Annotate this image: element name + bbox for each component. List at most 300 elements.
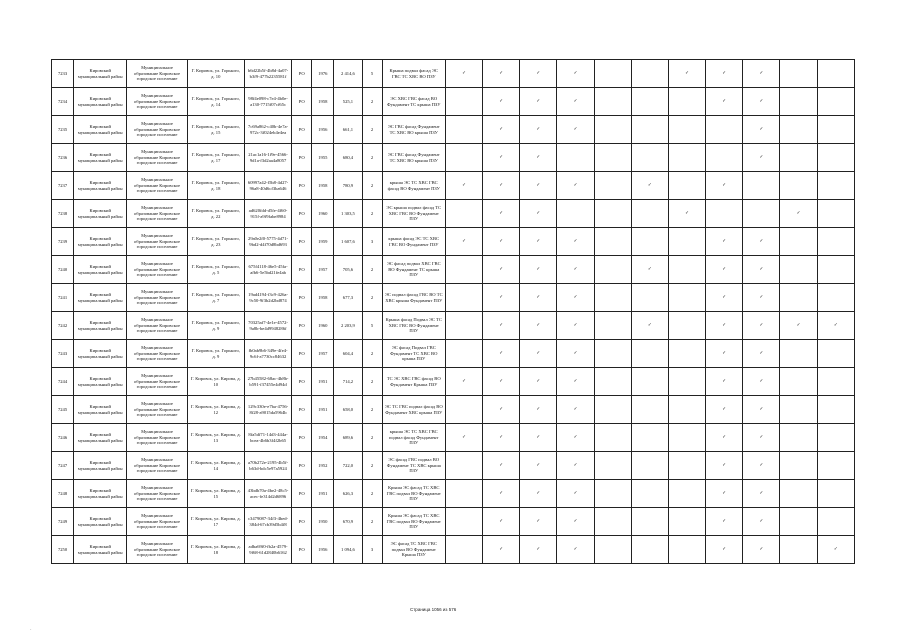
cell-work-10 (780, 172, 817, 200)
cell-work-4 (557, 452, 594, 480)
cell-type: РО (292, 172, 312, 200)
cell-id: 7234 (52, 88, 74, 116)
check-icon: ✓ (722, 238, 727, 244)
cell-floors: 5 (362, 60, 382, 88)
cell-id: 7236 (52, 144, 74, 172)
check-icon: ✓ (536, 378, 541, 384)
cell-area: 626,3 (334, 480, 362, 508)
cell-work-7 (668, 144, 705, 172)
check-icon: ✓ (759, 378, 764, 384)
cell-work-2 (483, 536, 520, 564)
cell-address: Г. Кировск, ул. Кирова, д. 13 (187, 424, 244, 452)
check-icon: ✓ (685, 70, 689, 76)
cell-work-11 (817, 200, 854, 228)
cell-work-5 (594, 284, 631, 312)
cell-year: 1957 (312, 256, 334, 284)
check-icon: ✓ (499, 490, 504, 496)
cell-work-9 (743, 396, 780, 424)
cell-work-6 (631, 116, 668, 144)
table-row (52, 340, 855, 368)
cell-work-4 (557, 88, 594, 116)
cell-work-6 (631, 312, 668, 340)
cell-work-5 (594, 396, 631, 424)
cell-type: РО (292, 424, 312, 452)
cell-floors: 3 (362, 536, 382, 564)
cell-district: Кировский муниципальный район (74, 368, 127, 396)
cell-settlement: Муниципальное образование Кировское городское поселение (127, 172, 187, 200)
table-row (52, 536, 855, 564)
cell-district: Кировский муниципальный район (74, 480, 127, 508)
cell-work-8 (706, 536, 743, 564)
cell-work-9 (743, 144, 780, 172)
cell-work-11 (817, 424, 854, 452)
check-icon: ✓ (647, 266, 652, 272)
cell-work-9 (743, 368, 780, 396)
table-row (52, 200, 855, 228)
check-icon: ✓ (759, 294, 764, 300)
check-icon: ✓ (536, 182, 541, 188)
cell-work-4 (557, 536, 594, 564)
cell-work-2 (483, 340, 520, 368)
cell-floors: 2 (362, 424, 382, 452)
cell-work-9 (743, 340, 780, 368)
check-icon: ✓ (759, 154, 764, 160)
cell-work-8 (706, 256, 743, 284)
cell-work-1 (445, 116, 482, 144)
check-icon: ✓ (722, 294, 727, 300)
cell-work-6 (631, 172, 668, 200)
cell-work-10 (780, 536, 817, 564)
cell-work-4 (557, 256, 594, 284)
cell-area: 670,9 (334, 508, 362, 536)
cell-work-3 (520, 88, 557, 116)
cell-work-1 (445, 256, 482, 284)
cell-work-1 (445, 144, 482, 172)
check-icon: ✓ (573, 546, 578, 552)
cell-district: Кировский муниципальный район (74, 60, 127, 88)
cell-id: 7239 (52, 228, 74, 256)
cell-work-6 (631, 228, 668, 256)
cell-work-3 (520, 340, 557, 368)
cell-district: Кировский муниципальный район (74, 424, 127, 452)
cell-settlement: Муниципальное образование Кировское городское поселение (127, 368, 187, 396)
cell-area: 1 607,6 (334, 228, 362, 256)
cell-code: b6d22b5f-4b8d-4a07-b3f9-477b2235581f (244, 60, 291, 88)
check-icon: ✓ (536, 490, 541, 496)
table-row (52, 452, 855, 480)
cell-type: РО (292, 536, 312, 564)
cell-work-9 (743, 228, 780, 256)
cell-id: 7250 (52, 536, 74, 564)
cell-work-8 (706, 200, 743, 228)
cell-address: Г. Кировск, ул. Кирова, д. 10 (187, 368, 244, 396)
cell-settlement: Муниципальное образование Кировское городское поселение (127, 396, 187, 424)
cell-id: 7233 (52, 60, 74, 88)
check-icon: ✓ (759, 266, 764, 272)
cell-work-6 (631, 424, 668, 452)
cell-work-10 (780, 340, 817, 368)
check-icon: ✓ (647, 182, 652, 188)
cell-work-8 (706, 144, 743, 172)
cell-code: 43bdb70a-4be2-48c5-acec-fe314d2d6896 (244, 480, 291, 508)
check-icon: ✓ (573, 518, 578, 524)
check-icon: ✓ (536, 406, 541, 412)
cell-work-2 (483, 396, 520, 424)
check-icon: ✓ (759, 462, 764, 468)
cell-work-1 (445, 312, 482, 340)
table-row (52, 116, 855, 144)
cell-settlement: Муниципальное образование Кировское городское поселение (127, 200, 187, 228)
cell-work-3 (520, 172, 557, 200)
cell-settlement: Муниципальное образование Кировское городское поселение (127, 340, 187, 368)
cell-work-6 (631, 536, 668, 564)
cell-address: Г. Кировск, ул. Горького, д. 9 (187, 340, 244, 368)
cell-year: 1951 (312, 368, 334, 396)
check-icon: ✓ (536, 98, 541, 104)
cell-type: РО (292, 508, 312, 536)
check-icon: ✓ (573, 126, 578, 132)
cell-work-10 (780, 60, 817, 88)
cell-floors: 2 (362, 116, 382, 144)
cell-services: Крыша ЭС фасад ТС ХВС ГВС подвал ВО Фундамент ПЗУ (382, 508, 445, 536)
check-icon: ✓ (722, 98, 727, 104)
cell-work-5 (594, 116, 631, 144)
cell-year: 1976 (312, 60, 334, 88)
cell-work-11 (817, 60, 854, 88)
cell-services: ЭС подвал фасад ГВС ВО ТС ХВС крыша Фундамент ПЗУ (382, 284, 445, 312)
check-icon: ✓ (499, 546, 504, 552)
cell-district: Кировский муниципальный район (74, 452, 127, 480)
cell-work-1 (445, 60, 482, 88)
check-icon: ✓ (759, 350, 764, 356)
cell-id: 7237 (52, 172, 74, 200)
cell-work-1 (445, 340, 482, 368)
cell-work-9 (743, 172, 780, 200)
cell-floors: 2 (362, 480, 382, 508)
cell-id: 7235 (52, 116, 74, 144)
cell-work-3 (520, 396, 557, 424)
cell-year: 1959 (312, 228, 334, 256)
cell-work-2 (483, 256, 520, 284)
cell-year: 1952 (312, 452, 334, 480)
check-icon: ✓ (759, 546, 764, 552)
cell-work-9 (743, 508, 780, 536)
cell-id: 7247 (52, 452, 74, 480)
cell-work-10 (780, 228, 817, 256)
cell-work-3 (520, 508, 557, 536)
check-icon: ✓ (647, 322, 652, 328)
cell-code: 27b45582-68ac-4b8b-b591-f37455e4d94d (244, 368, 291, 396)
cell-settlement: Муниципальное образование Кировское городское поселение (127, 256, 187, 284)
cell-work-6 (631, 284, 668, 312)
cell-work-9 (743, 60, 780, 88)
cell-work-9 (743, 452, 780, 480)
cell-settlement: Муниципальное образование Кировское городское поселение (127, 60, 187, 88)
cell-work-5 (594, 144, 631, 172)
check-icon: ✓ (722, 322, 727, 328)
cell-address: Г. Кировск, ул. Кирова, д. 15 (187, 480, 244, 508)
cell-work-3 (520, 312, 557, 340)
check-icon: ✓ (499, 462, 504, 468)
cell-work-9 (743, 312, 780, 340)
cell-work-11 (817, 116, 854, 144)
cell-district: Кировский муниципальный район (74, 116, 127, 144)
table-row (52, 508, 855, 536)
cell-services: Крыша подвал фасад ЭС ГВС ТС ХВС ВО ПЗУ (382, 60, 445, 88)
check-icon: ✓ (759, 238, 764, 244)
corner-mark: · (30, 628, 32, 633)
cell-code: 8fa5df71-14d3-444a-bcea-4b6b3f4f2b65 (244, 424, 291, 452)
cell-floors: 2 (362, 200, 382, 228)
cell-work-11 (817, 284, 854, 312)
check-icon: ✓ (499, 350, 504, 356)
cell-work-10 (780, 508, 817, 536)
cell-work-4 (557, 228, 594, 256)
cell-work-7 (668, 452, 705, 480)
cell-work-2 (483, 60, 520, 88)
cell-settlement: Муниципальное образование Кировское городское поселение (127, 536, 187, 564)
cell-code: 60997a42-f5b8-4d27-96a8-40d6cf3ba646 (244, 172, 291, 200)
table-row (52, 424, 855, 452)
cell-year: 1951 (312, 480, 334, 508)
cell-work-9 (743, 424, 780, 452)
cell-settlement: Муниципальное образование Кировское городское поселение (127, 284, 187, 312)
check-icon: ✓ (573, 490, 578, 496)
cell-floors: 2 (362, 340, 382, 368)
check-icon: ✓ (833, 322, 838, 328)
cell-address: Г. Кировск, ул. Горького, д. 9 (187, 312, 244, 340)
cell-year: 1957 (312, 340, 334, 368)
cell-work-9 (743, 88, 780, 116)
cell-work-4 (557, 508, 594, 536)
cell-id: 7249 (52, 508, 74, 536)
check-icon: ✓ (536, 266, 541, 272)
cell-settlement: Муниципальное образование Кировское городское поселение (127, 480, 187, 508)
cell-code: 675f4118-46e5-45fa-afb6-5e5bd21fe4ab (244, 256, 291, 284)
cell-work-9 (743, 480, 780, 508)
cell-services: крыша ЭС ТС ХВС ГВС подвал фасад Фундамент ПЗУ (382, 424, 445, 452)
check-icon: ✓ (462, 434, 466, 440)
cell-services: ЭС фасад подвал ХВС ГВС ВО Фундамент ТС крыша ПЗУ (382, 256, 445, 284)
cell-work-1 (445, 284, 482, 312)
check-icon: ✓ (536, 238, 541, 244)
cell-floors: 2 (362, 284, 382, 312)
check-icon: ✓ (536, 462, 541, 468)
cell-work-2 (483, 480, 520, 508)
table-row (52, 256, 855, 284)
cell-work-2 (483, 116, 520, 144)
cell-settlement: Муниципальное образование Кировское городское поселение (127, 452, 187, 480)
cell-work-7 (668, 396, 705, 424)
cell-code: fb0ab9b6-349e-4fe4-9c6f-a7730cc84632 (244, 340, 291, 368)
cell-work-10 (780, 480, 817, 508)
cell-work-11 (817, 508, 854, 536)
check-icon: ✓ (499, 126, 504, 132)
cell-work-6 (631, 368, 668, 396)
cell-area: 658,0 (334, 396, 362, 424)
cell-address: Г. Кировск, ул. Кирова, д. 12 (187, 396, 244, 424)
cell-work-3 (520, 452, 557, 480)
cell-district: Кировский муниципальный район (74, 396, 127, 424)
check-icon: ✓ (499, 518, 504, 524)
check-icon: ✓ (573, 406, 578, 412)
check-icon: ✓ (685, 210, 689, 216)
cell-work-4 (557, 60, 594, 88)
cell-work-2 (483, 88, 520, 116)
cell-id: 7248 (52, 480, 74, 508)
table-row (52, 228, 855, 256)
cell-floors: 2 (362, 396, 382, 424)
cell-work-11 (817, 536, 854, 564)
cell-services: ЭС ТС ГВС подвал фасад ВО Фундамент ХВС крыша ПЗУ (382, 396, 445, 424)
check-icon: ✓ (499, 154, 504, 160)
cell-work-5 (594, 536, 631, 564)
check-icon: ✓ (573, 378, 578, 384)
cell-year: 1956 (312, 116, 334, 144)
cell-area: 604,4 (334, 340, 362, 368)
cell-floors: 2 (362, 452, 382, 480)
cell-work-5 (594, 228, 631, 256)
check-icon: ✓ (462, 182, 466, 188)
cell-year: 1958 (312, 172, 334, 200)
cell-settlement: Муниципальное образование Кировское городское поселение (127, 144, 187, 172)
cell-area: 689,6 (334, 424, 362, 452)
cell-work-10 (780, 256, 817, 284)
cell-work-6 (631, 256, 668, 284)
cell-code: c3479087-34f3-4bed-384d-67cb39d5b4f8 (244, 508, 291, 536)
cell-services: ЭС фасад ТС ХВС ГВС подвал ВО Фундамент Крыша ПЗУ (382, 536, 445, 564)
cell-year: 1960 (312, 312, 334, 340)
cell-services: ЭС ГВС фасад Фундамент ТС ХВС ВО крыша ПЗУ (382, 144, 445, 172)
cell-area: 661,1 (334, 116, 362, 144)
check-icon: ✓ (499, 294, 504, 300)
cell-work-11 (817, 340, 854, 368)
cell-address: Г. Кировск, ул. Горького, д. 23 (187, 228, 244, 256)
cell-floors: 2 (362, 172, 382, 200)
cell-address: Г. Кировск, ул. Кирова, д. 17 (187, 508, 244, 536)
cell-work-8 (706, 368, 743, 396)
cell-services: крыша фасад ЭС ТС ХВС ГВС ВО Фундамент ПЗУ (382, 228, 445, 256)
cell-work-5 (594, 424, 631, 452)
cell-area: 1 094,6 (334, 536, 362, 564)
check-icon: ✓ (573, 350, 578, 356)
cell-type: РО (292, 368, 312, 396)
cell-work-1 (445, 452, 482, 480)
cell-work-7 (668, 424, 705, 452)
cell-type: РО (292, 284, 312, 312)
check-icon: ✓ (536, 546, 541, 552)
cell-floors: 2 (362, 144, 382, 172)
cell-work-8 (706, 60, 743, 88)
check-icon: ✓ (759, 490, 764, 496)
cell-district: Кировский муниципальный район (74, 256, 127, 284)
check-icon: ✓ (573, 322, 578, 328)
cell-work-1 (445, 368, 482, 396)
cell-work-7 (668, 340, 705, 368)
check-icon: ✓ (462, 70, 466, 76)
check-icon: ✓ (536, 70, 541, 76)
check-icon: ✓ (573, 462, 578, 468)
cell-work-10 (780, 116, 817, 144)
cell-services: ЭС ХВС ГВС фасад ВО Фундамент ТС крыша ПЗУ (382, 88, 445, 116)
check-icon: ✓ (722, 406, 727, 412)
cell-work-10 (780, 88, 817, 116)
cell-district: Кировский муниципальный район (74, 172, 127, 200)
cell-area: 714,2 (334, 368, 362, 396)
cell-work-8 (706, 340, 743, 368)
cell-work-2 (483, 452, 520, 480)
check-icon: ✓ (499, 322, 504, 328)
cell-work-11 (817, 256, 854, 284)
cell-work-2 (483, 284, 520, 312)
check-icon: ✓ (499, 434, 504, 440)
check-icon: ✓ (499, 210, 504, 216)
check-icon: ✓ (536, 322, 541, 328)
cell-work-3 (520, 200, 557, 228)
table-row (52, 368, 855, 396)
cell-work-9 (743, 116, 780, 144)
cell-work-3 (520, 60, 557, 88)
cell-work-5 (594, 172, 631, 200)
cell-work-1 (445, 396, 482, 424)
cell-id: 7244 (52, 368, 74, 396)
cell-work-7 (668, 116, 705, 144)
cell-work-4 (557, 144, 594, 172)
cell-work-4 (557, 396, 594, 424)
cell-work-9 (743, 536, 780, 564)
cell-work-11 (817, 228, 854, 256)
cell-id: 7242 (52, 312, 74, 340)
cell-area: 680,4 (334, 144, 362, 172)
cell-work-8 (706, 284, 743, 312)
cell-floors: 5 (362, 312, 382, 340)
cell-work-3 (520, 480, 557, 508)
cell-settlement: Муниципальное образование Кировское городское поселение (127, 88, 187, 116)
cell-work-2 (483, 312, 520, 340)
cell-services: Крыша ЭС фасад ТС ХВС ГВС подвал ВО Фундамент ПЗУ (382, 480, 445, 508)
cell-services: ЭС фасад ГВС подвал ВО Фундамент ТС ХВС крыша ПЗУ (382, 452, 445, 480)
cell-code: 21ac1a16-1f9e-4566-9d1a-f3d2aa4a8057 (244, 144, 291, 172)
cell-area: 722,0 (334, 452, 362, 480)
cell-district: Кировский муниципальный район (74, 508, 127, 536)
cell-work-6 (631, 144, 668, 172)
cell-work-4 (557, 480, 594, 508)
cell-work-5 (594, 200, 631, 228)
cell-work-5 (594, 452, 631, 480)
cell-district: Кировский муниципальный район (74, 200, 127, 228)
cell-work-2 (483, 228, 520, 256)
table-row (52, 60, 855, 88)
cell-work-5 (594, 480, 631, 508)
cell-district: Кировский муниципальный район (74, 88, 127, 116)
cell-work-7 (668, 88, 705, 116)
cell-work-1 (445, 480, 482, 508)
cell-address: Г. Кировск, ул. Горького, д. 10 (187, 60, 244, 88)
cell-code: 129c330e-e7ba-4756-8f28-a9015da5964b (244, 396, 291, 424)
cell-type: РО (292, 228, 312, 256)
check-icon: ✓ (722, 350, 727, 356)
cell-area: 2 414,6 (334, 60, 362, 88)
cell-work-4 (557, 200, 594, 228)
cell-work-7 (668, 312, 705, 340)
cell-work-9 (743, 200, 780, 228)
check-icon: ✓ (833, 546, 838, 552)
cell-address: Г. Кировск, ул. Горького, д. 7 (187, 284, 244, 312)
register-table-body (52, 60, 855, 564)
cell-district: Кировский муниципальный район (74, 340, 127, 368)
cell-work-4 (557, 172, 594, 200)
cell-work-2 (483, 424, 520, 452)
